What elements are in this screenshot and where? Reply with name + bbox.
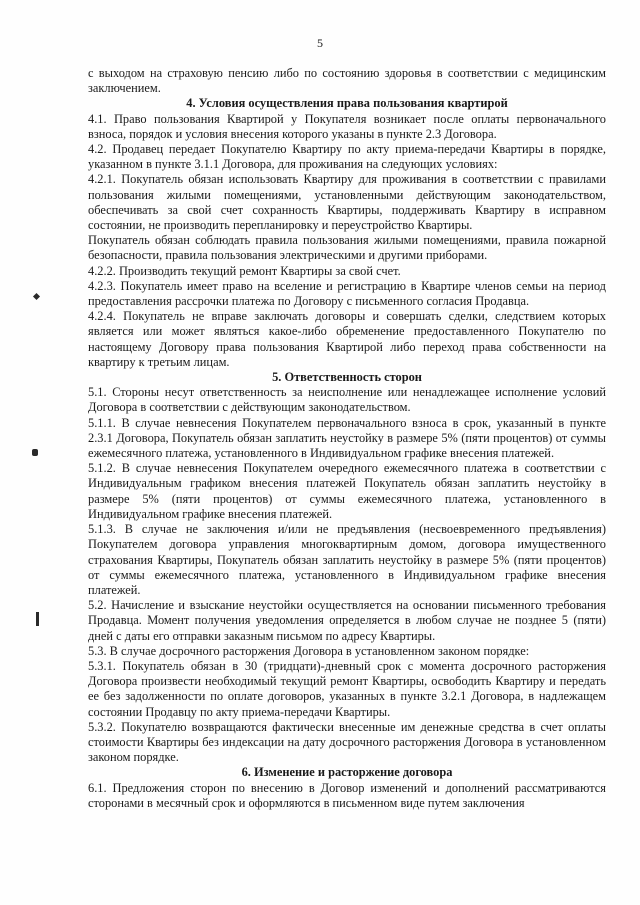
paragraph: 4.2.1. Покупатель обязан использовать Квартиру для проживания в соответствии с правилами пользования жилыми помещениями, установленными действующим законодательством, обеспечивать за свой счет сохранность Квартиры, поддерживать Квартиру в исправном состоянии, не производить перепланировку и переустройство Квартиры. xyxy=(88,172,606,233)
paragraph: 4.2.3. Покупатель имеет право на вселение и регистрацию в Квартире членов семьи на период предоставления рассрочки платежа по Договору с письменного согласия Продавца. xyxy=(88,278,606,309)
section-heading: 5. Ответственность сторон xyxy=(272,370,422,385)
paragraph: 5.3.2. Покупателю возвращаются фактически внесенные им денежные средства в счет оплаты стоимости Квартиры без индексации на дату досрочного расторжения Договора в установленном законом порядке. xyxy=(88,719,606,765)
paragraph: 5.1.2. В случае невнесения Покупателем очередного ежемесячного платежа в соответствии с Индивидуальным графиком внесения платежей Покупатель обязан заплатить неустойку в размере 5% (пяти процентов) от суммы ежемесячного платежа, установленного в Индивидуальном графике внесения платежей. xyxy=(88,461,606,521)
paragraph: 4.2.2. Производить текущий ремонт Квартиры за свой счет. xyxy=(88,263,401,278)
margin-mark xyxy=(33,293,40,300)
margin-mark xyxy=(32,449,38,456)
paragraph: 5.1.1. В случае невнесения Покупателем первоначального взноса в срок, указанный в пункте 2.3.1 Договора, Покупатель обязан заплатить неустойку в размере 5% (пяти процентов) от суммы ежемесячного платежа, установленного в Индивидуальном графике внесения платежей. xyxy=(88,415,606,461)
paragraph: 5.1.3. В случае не заключения и/или не предъявления (несвоевременного предъявления) Покупателем договора управления многоквартирным домом, договора имущественного страхования Квартиры, Покупатель обязан заплатить неустойку в размере 5% (пяти процентов) от суммы ежемесячного платежа, установленного в Индивидуальном графике внесения платежей. xyxy=(88,522,606,597)
paragraph: 5.1. Стороны несут ответственность за неисполнение или ненадлежащее исполнение условий Договора в соответствии с действующим законодательством. xyxy=(88,385,606,415)
section-heading: 4. Условия осуществления права пользования квартирой xyxy=(186,96,508,111)
paragraph: 6.1. Предложения сторон по внесению в Договор изменений и дополнений рассматриваются сторонами в месячный срок и оформляются в письменном виде путем заключения xyxy=(88,780,606,810)
margin-mark xyxy=(36,612,39,626)
paragraph: 5.2. Начисление и взыскание неустойки осуществляется на основании письменного требования Продавца. Момент получения уведомления определяется в любом случае не позднее 5 (пяти) дней с даты его отправки заказным письмом по адресу Квартиры. xyxy=(88,598,606,643)
document-body xyxy=(88,66,606,811)
page-number: 5 xyxy=(317,36,323,50)
paragraph: 4.2. Продавец передает Покупателю Квартиру по акту приема-передачи Квартиры в порядке, указанном в пункте 3.1.1 Договора, для проживания на следующих условиях: xyxy=(88,142,606,172)
paragraph: 4.2.4. Покупатель не вправе заключать договоры и совершать сделки, следствием которых является или может являться какое-либо обременение предоставленного Покупателю по настоящему Договору права пользования Квартирой либо переход права собственности на квартиру к третьим лицам. xyxy=(88,309,606,369)
paragraph: 4.1. Право пользования Квартирой у Покупателя возникает после оплаты первоначального взноса, порядок и условия внесения которого указаны в пункте 2.3 Договора. xyxy=(88,111,606,141)
section-heading: 6. Изменение и расторжение договора xyxy=(241,765,453,780)
paragraph: 5.3. В случае досрочного расторжения Договора в установленном законом порядке: xyxy=(88,643,530,658)
paragraph: с выходом на страховую пенсию либо по состоянию здоровья в соответствии с медицинским заключением. xyxy=(88,66,606,96)
paragraph: Покупатель обязан соблюдать правила пользования жилыми помещениями, правила пожарной безопасности, правила пользования электрическими и другими приборами. xyxy=(88,233,606,263)
paragraph: 5.3.1. Покупатель обязан в 30 (тридцати)-дневный срок с момента досрочного расторжения Договора произвести необходимый текущий ремонт Квартиры, освободить Квартиру и передать ее без задолженности по оплате договоров, указанных в пункте 3.2.1 Договора, в надлежащем состоянии Продавцу по акту приема-передачи Квартиры. xyxy=(88,658,606,719)
